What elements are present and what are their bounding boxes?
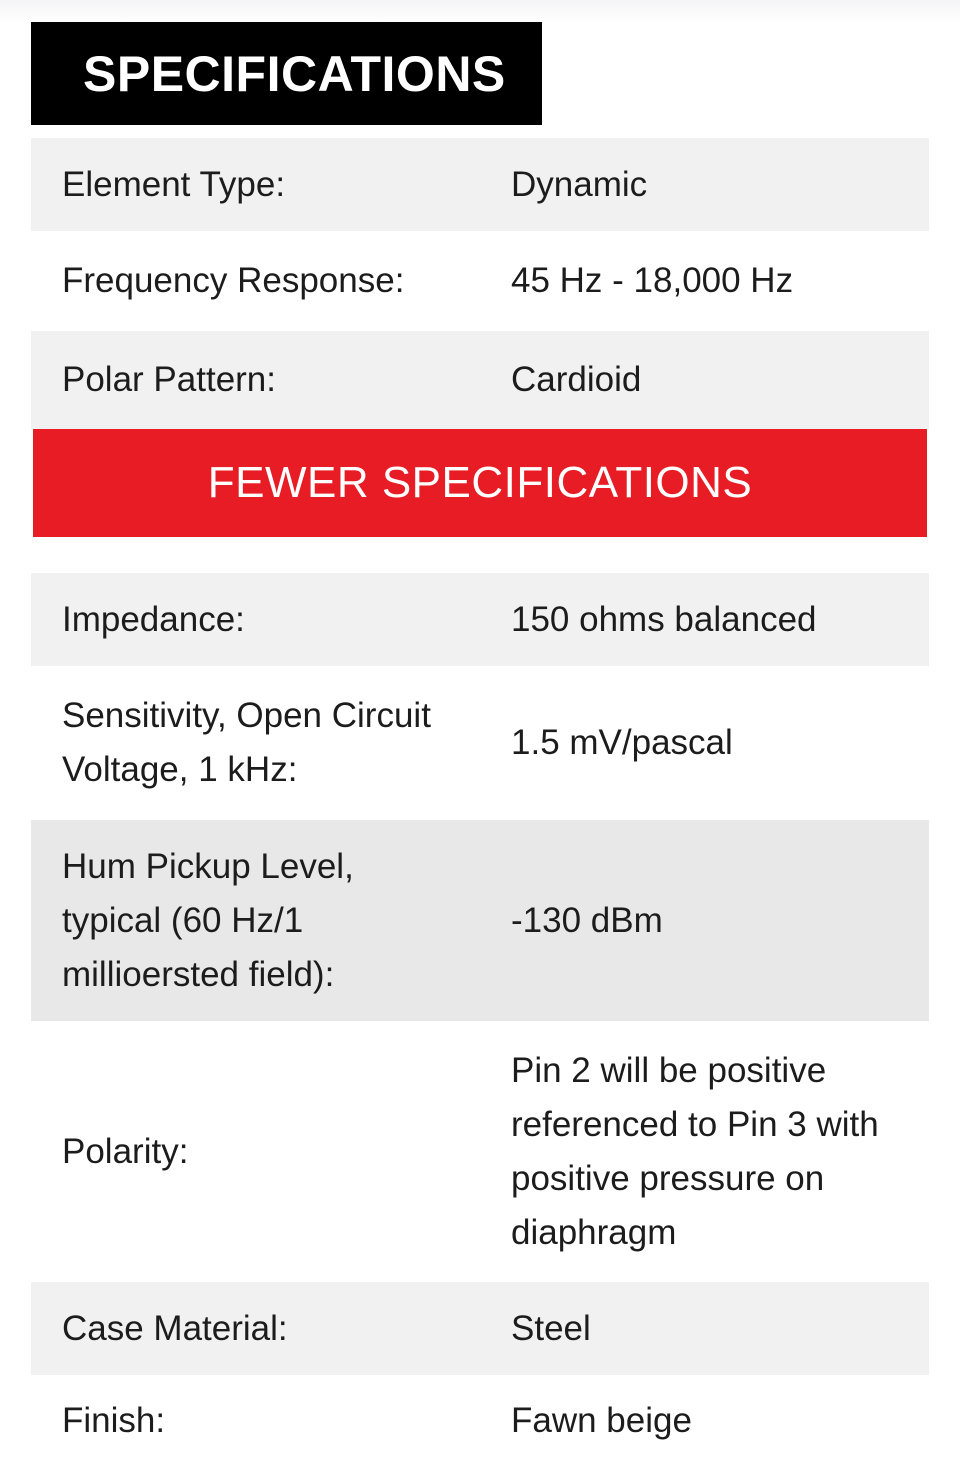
spec-label: Frequency Response:: [62, 261, 405, 300]
section-title: SPECIFICATIONS: [31, 22, 542, 125]
spec-value: 1.5 mV/pascal: [511, 723, 733, 762]
spec-row-sensitivity: [31, 666, 929, 820]
spec-row-impedance: [31, 573, 929, 666]
spec-label: Impedance:: [62, 599, 245, 639]
spec-value: -130 dBm: [511, 900, 663, 940]
spec-label: Sensitivity, Open Circuit Voltage, 1 kHz:: [62, 696, 431, 789]
spec-label: Element Type:: [62, 164, 286, 204]
spec-row-frequency-response: [31, 231, 929, 331]
spec-label: Polarity:: [62, 1131, 189, 1171]
spec-label: Case Material:: [62, 1308, 288, 1348]
spec-row-polarity: [31, 1021, 929, 1282]
spec-value: Steel: [511, 1308, 591, 1348]
spec-label: Hum Pickup Level, typical (60 Hz/1 millioersted field):: [62, 846, 354, 994]
spec-value: Fawn beige: [511, 1400, 692, 1440]
spec-value: Cardioid: [511, 360, 642, 399]
spec-value: 45 Hz - 18,000 Hz: [511, 261, 794, 300]
spec-row-element-type: [31, 138, 929, 231]
spec-value: Dynamic: [511, 164, 648, 204]
spec-value: 150 ohms balanced: [511, 599, 817, 639]
spec-value: Pin 2 will be positive referenced to Pin 3 with positive pressure on diaphragm: [511, 1050, 879, 1252]
spec-row-hum-pickup: [31, 820, 929, 1021]
spec-label: Finish:: [62, 1400, 166, 1440]
fewer-specifications-button[interactable]: FEWER SPECIFICATIONS: [33, 429, 927, 537]
spec-label: Polar Pattern:: [62, 360, 276, 399]
spec-row-case-material: [31, 1282, 929, 1375]
top-shade: [0, 0, 960, 22]
spec-row-finish: [31, 1375, 929, 1466]
spec-row-polar-pattern: [31, 331, 929, 429]
